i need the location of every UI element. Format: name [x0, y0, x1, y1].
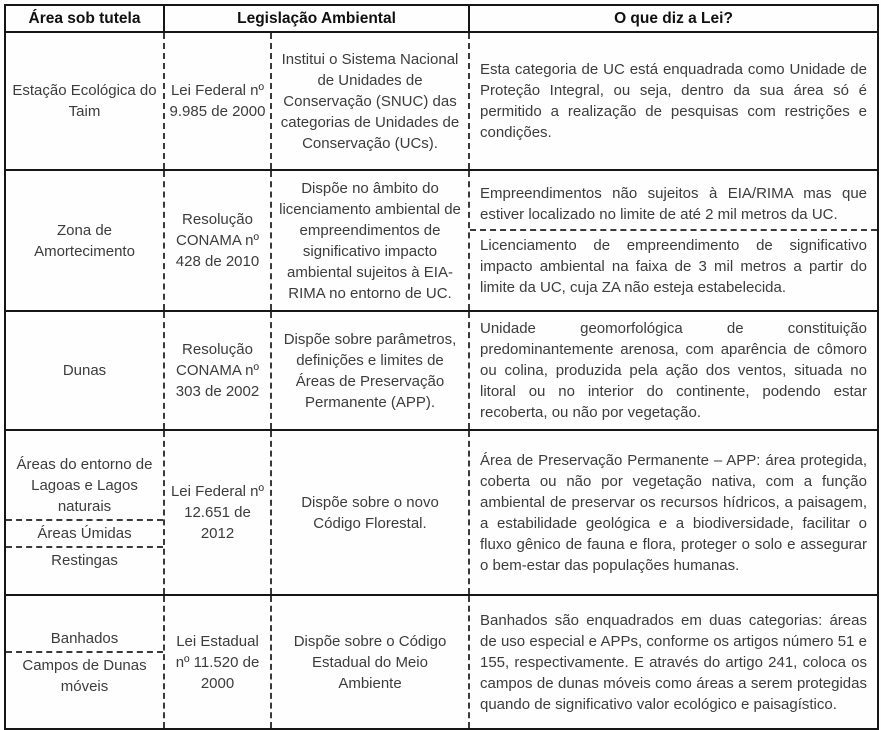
law-ref-cell: Lei Estadual nº 11.520 de 2000 — [164, 595, 271, 729]
provision-cell — [469, 32, 878, 170]
table-row-codigo-estadual — [5, 595, 878, 729]
area-cell: Dunas — [5, 311, 164, 430]
table-row-dunas — [5, 311, 878, 430]
law-scope-cell: Dispõe sobre o novo Código Florestal. — [271, 430, 469, 595]
header-legislacao-ambiental: Legislação Ambiental — [164, 5, 469, 32]
area-subcell: Restingas — [6, 546, 163, 573]
area-cell — [5, 430, 164, 595]
provision-cell — [469, 170, 878, 311]
area-subcell: Banhados — [50, 629, 119, 647]
area-subcell: Áreas Úmidas — [6, 519, 163, 546]
table-row-codigo-florestal — [5, 430, 878, 595]
law-scope-cell: Dispõe no âmbito do licenciamento ambiental de empreendimentos de significativo impacto ambiental sujeitos à EIA-RIMA no entorno de UC. — [271, 170, 469, 311]
provision-text: Área de Preservação Permanente – APP: área protegida, coberta ou não por vegetação nativa, com a função ambiental de preservar os recursos hídricos, a paisagem, a estabilidade geológica e a biodiversidade, facilitar o fluxo gênico de fauna e flora, proteger o solo e assegurar o bem-estar das populações humanas. — [480, 451, 867, 574]
area-cell: Zona de Amortecimento — [5, 170, 164, 311]
law-ref-cell: Resolução CONAMA nº 303 de 2002 — [164, 311, 271, 430]
provision-text: Licenciamento de empreendimento de significativo impacto ambiental na faixa de 3 mil metros a partir do limite da UC, cuja ZA não esteja estabelecida. — [480, 237, 867, 296]
law-ref-cell: Resolução CONAMA nº 428 de 2010 — [164, 170, 271, 311]
area-cell — [5, 595, 164, 729]
law-ref-cell: Lei Federal nº 12.651 de 2012 — [164, 430, 271, 595]
area-subcell: Campos de Dunas móveis — [6, 651, 163, 699]
provision-text: Empreendimentos não sujeitos à EIA/RIMA mas que estiver localizado no limite de até 2 mil metros da UC. — [480, 185, 867, 223]
table-row-zona-amortecimento — [5, 170, 878, 311]
law-scope-cell: Dispõe sobre o Código Estadual do Meio Ambiente — [271, 595, 469, 729]
provision-subcell — [470, 179, 877, 229]
provision-cell — [469, 311, 878, 430]
header-row — [5, 5, 878, 32]
area-cell: Estação Ecológica do Taim — [5, 32, 164, 170]
law-ref-cell: Lei Federal nº 9.985 de 2000 — [164, 32, 271, 170]
header-o-que-diz-a-lei: O que diz a Lei? — [469, 5, 878, 32]
provision-text: Banhados são enquadrados em duas categorias: áreas de uso especial e APPs, conforme os artigos número 51 e 155, respectivamente. E através do artigo 241, coloca os campos de dunas móveis como áreas a serem protegidas quando de significativo valor ecológico e paisagístico. — [480, 611, 867, 713]
provision-subcell — [470, 229, 877, 302]
environmental-law-table — [4, 4, 879, 730]
law-scope-cell: Dispõe sobre parâmetros, definições e limites de Áreas de Preservação Permanente (APP). — [271, 311, 469, 430]
provision-text: Esta categoria de UC está enquadrada como Unidade de Proteção Integral, ou seja, dentro da sua área só é permitido a realização de pesquisas com restrições e condições. — [480, 61, 867, 141]
law-scope-cell: Institui o Sistema Nacional de Unidades de Conservação (SNUC) das categorias de Unidades de Conservação (UCs). — [271, 32, 469, 170]
header-area-sob-tutela: Área sob tutela — [5, 5, 164, 32]
area-subcell: Áreas do entorno de Lagoas e Lagos naturais — [16, 456, 153, 515]
provision-cell — [469, 595, 878, 729]
provision-cell — [469, 430, 878, 595]
provision-text: Unidade geomorfológica de constituição predominantemente arenosa, com aparência de cômoro ou colina, produzida pela ação dos ventos, situada no litoral ou no interior do continente, podendo estar recoberta, ou não por vegetação. — [480, 320, 867, 421]
table-row-estacao-ecologica — [5, 32, 878, 170]
